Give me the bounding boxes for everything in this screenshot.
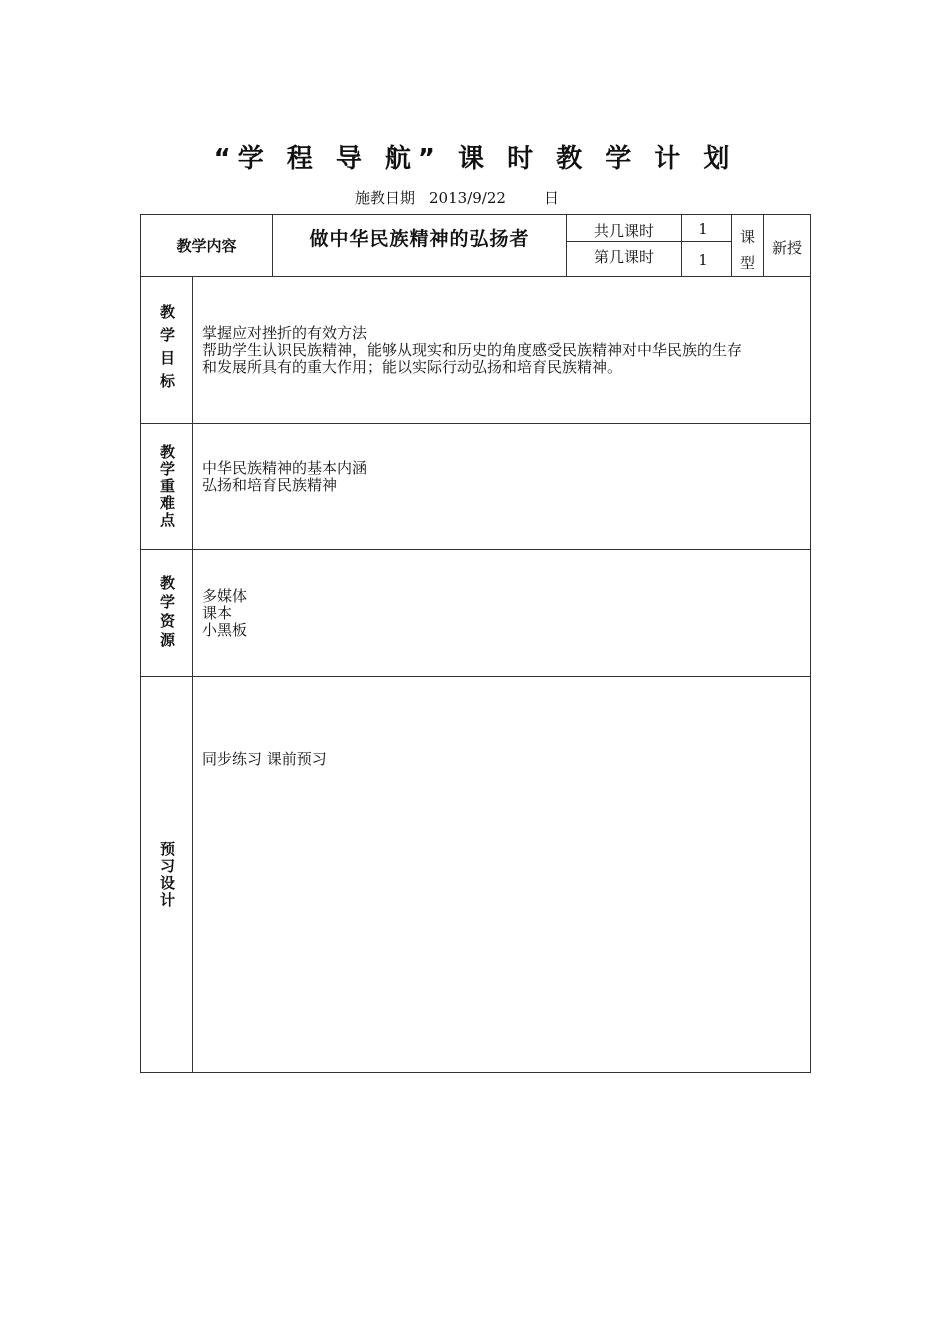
keypoints-line: 弘扬和培育民族精神: [202, 476, 338, 494]
keypoints-line: 中华民族精神的基本内涵: [202, 459, 368, 477]
preview-line: 同步练习 课前预习: [202, 750, 327, 768]
goals-content: [202, 325, 806, 376]
goals-label: 教学目标: [158, 304, 176, 396]
keypoints-label: 教学重难点: [158, 444, 176, 529]
resources-content: [202, 588, 806, 639]
goals-line: 帮助学生认识民族精神，能够从现实和历史的角度感受民族精神对中华民族的生存: [202, 341, 743, 359]
period-label: 第几课时: [593, 248, 654, 266]
date-label: 施教日期: [355, 189, 416, 207]
date-line: [355, 187, 559, 208]
date-suffix: 日: [543, 189, 559, 207]
resources-label: 教学资源: [158, 575, 176, 651]
lesson-type-value: 新授: [771, 239, 802, 257]
resources-line: 课本: [202, 604, 233, 622]
goals-line: 和发展所具有的重大作用；能以实际行动弘扬和培育民族精神。: [202, 358, 623, 376]
keypoints-content: [202, 460, 806, 494]
content-label: 教学内容: [176, 237, 237, 255]
type-label-1: 课: [739, 228, 755, 246]
total-periods-label: 共几课时: [593, 222, 654, 240]
date-value: 2013/9/22: [429, 189, 506, 207]
resources-line: 小黑板: [202, 621, 248, 639]
preview-content: [202, 751, 806, 768]
resources-line: 多媒体: [202, 587, 248, 605]
goals-line: 掌握应对挫折的有效方法: [202, 324, 368, 342]
lesson-topic: 做中华民族精神的弘扬者: [309, 228, 530, 250]
type-label-2: 型: [739, 254, 755, 272]
total-periods-value: 1: [698, 220, 708, 238]
page-title: “学 程 导 航” 课 时 教 学 计 划: [213, 144, 737, 174]
preview-label: 预习设计: [158, 840, 176, 909]
period-value: 1: [698, 251, 708, 269]
